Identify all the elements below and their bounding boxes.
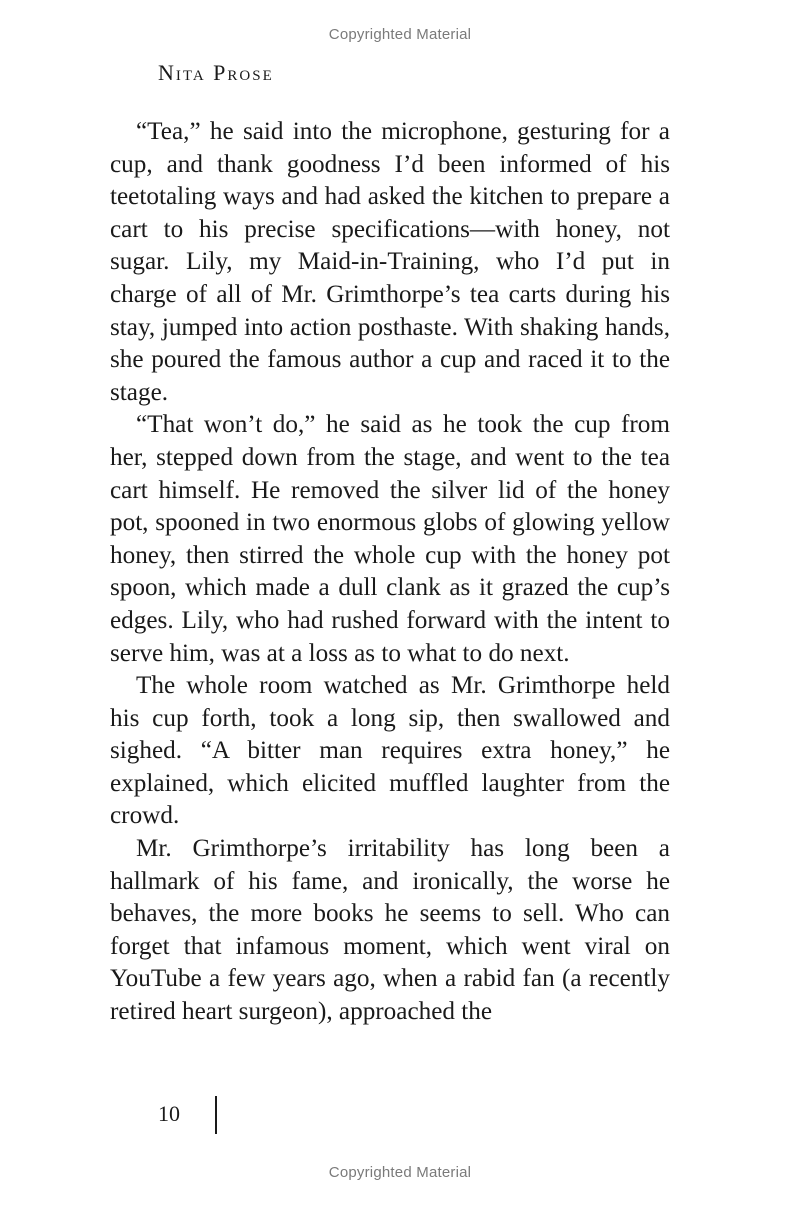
paragraph: Mr. Grimthorpe’s irritability has long been a hallmark of his fame, and ironically, the worse he behaves, the more books he seems to sell. Who can forget that infamous moment, which went viral on YouTube a few years ago, when a rabid fan (a recently retired heart surgeon), approached the [110,835,670,1026]
copyright-watermark-top: Copyrighted Material [328,26,472,43]
folio-divider [215,1096,217,1134]
paragraph: “Tea,” he said into the microphone, gesturing for a cup, and thank goodness I’d been informed of his teetotaling ways and had asked the kitchen to prepare a cart to his precise specifications—with honey, not sugar. Lily, my Maid-in-Training, who I’d put in charge of all of Mr. Grimthorpe’s tea carts during his stay, jumped into action posthaste. With shaking hands, she poured the famous author a cup and raced it to the stage. [110,118,670,406]
page-number: 10 [158,1101,180,1126]
running-head-author: Nita Prose [158,60,274,85]
copyright-watermark-bottom: Copyrighted Material [328,1164,472,1181]
body-text [110,116,670,1029]
paragraph: The whole room watched as Mr. Grimthorpe held his cup forth, took a long sip, then swallowed and sighed. “A bitter man requires extra honey,” he explained, which elicited muffled laughter from the crowd. [110,672,670,830]
paragraph: “That won’t do,” he said as he took the cup from her, stepped down from the stage, and went to the tea cart himself. He removed the silver lid of the honey pot, spooned in two enormous globs of glowing yellow honey, then stirred the whole cup with the honey pot spoon, which made a dull clank as it grazed the cup’s edges. Lily, who had rushed forward with the intent to serve him, was at a loss as to what to do next. [110,411,670,667]
